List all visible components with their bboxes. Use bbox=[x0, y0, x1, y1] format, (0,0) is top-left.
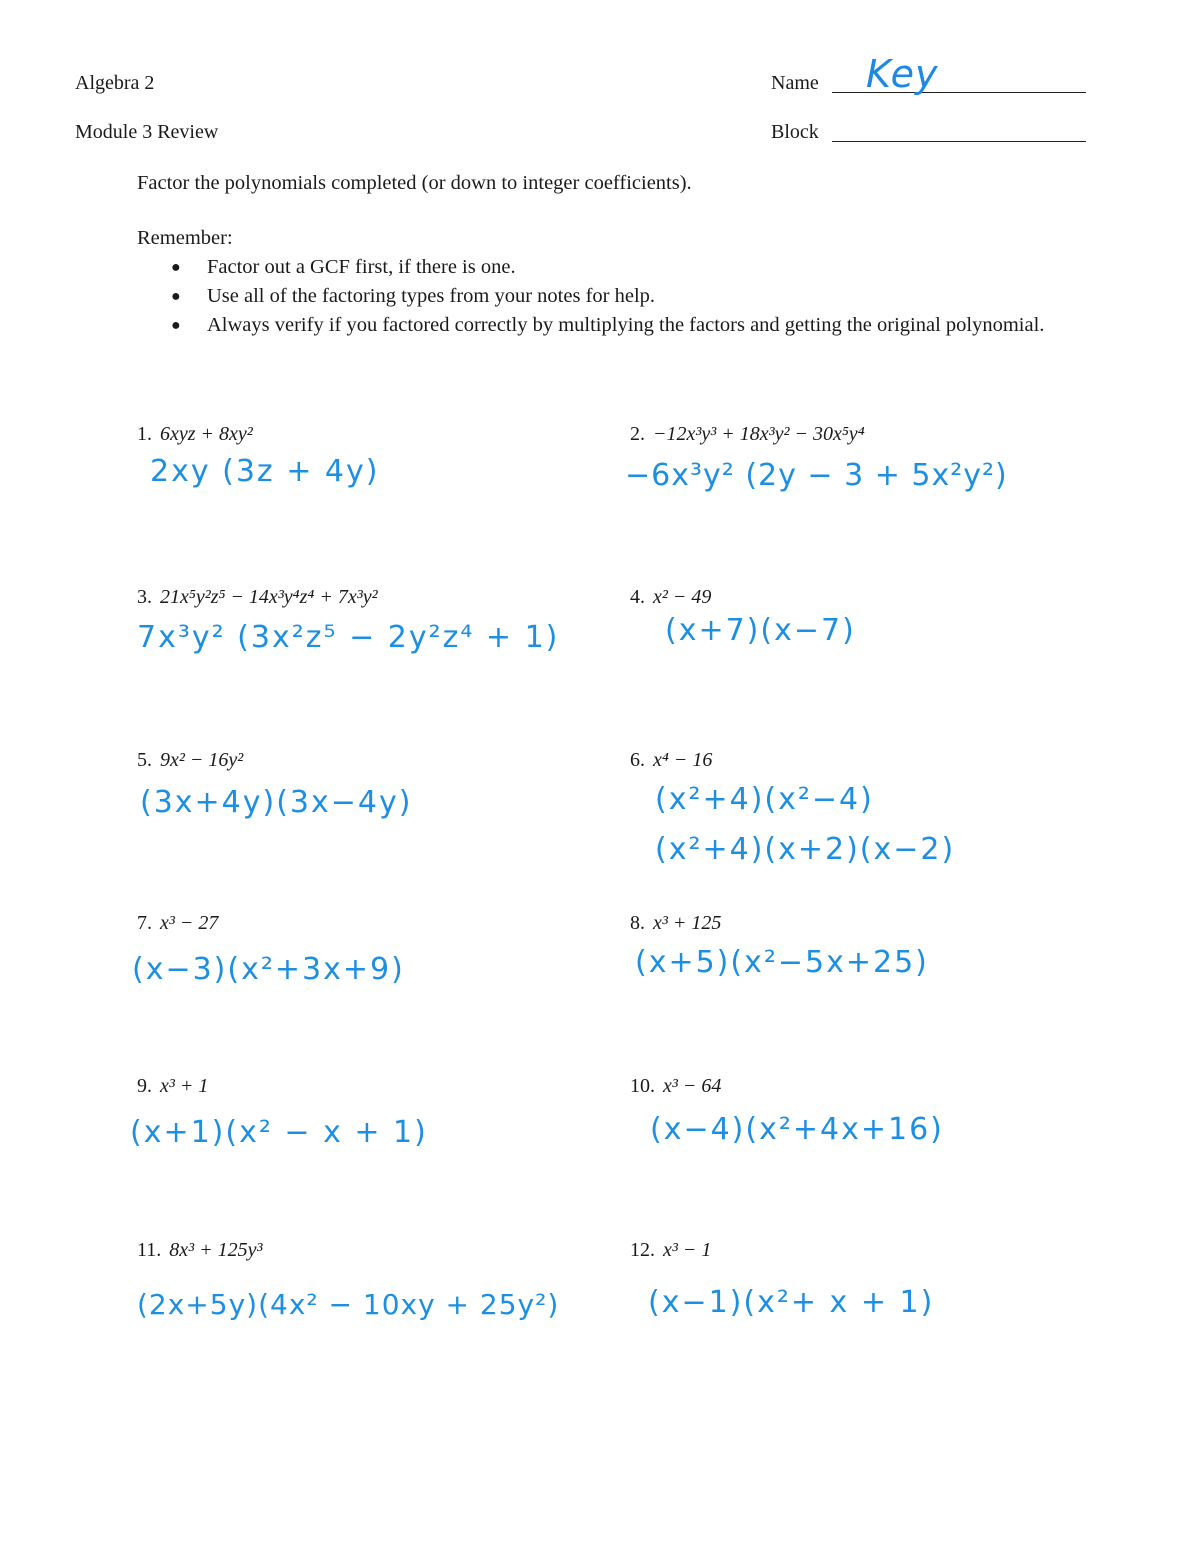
problem-10: 10. x³ − 64 bbox=[630, 1075, 722, 1097]
problem-8: 8. x³ + 125 bbox=[630, 912, 722, 934]
instructions: Factor the polynomials completed (or down to integer coefficients). bbox=[137, 172, 692, 194]
answer-2: −6x³y² (2y − 3 + 5x²y²) bbox=[625, 458, 1008, 493]
answer-9: (x+1)(x² − x + 1) bbox=[130, 1115, 428, 1150]
problem-1: 1. 6xyz + 8xy² bbox=[137, 423, 253, 445]
bullet-icon: ● bbox=[171, 288, 181, 305]
answer-12: (x−1)(x²+ x + 1) bbox=[648, 1285, 935, 1320]
answer-11: (2x+5y)(4x² − 10xy + 25y²) bbox=[137, 1288, 560, 1321]
answer-6b: (x²+4)(x+2)(x−2) bbox=[655, 832, 956, 867]
answer-4: (x+7)(x−7) bbox=[665, 613, 856, 648]
block-label: Block bbox=[771, 121, 819, 143]
problem-2: 2. −12x³y³ + 18x³y² − 30x⁵y⁴ bbox=[630, 423, 865, 445]
answer-3: 7x³y² (3x²z⁵ − 2y²z⁴ + 1) bbox=[137, 620, 560, 655]
remember-item: ● Factor out a GCF first, if there is one. bbox=[165, 253, 1065, 282]
remember-item: ● Use all of the factoring types from your notes for help. bbox=[165, 282, 1065, 311]
problem-7: 7. x³ − 27 bbox=[137, 912, 219, 934]
bullet-icon: ● bbox=[171, 317, 181, 334]
course-title: Algebra 2 bbox=[75, 72, 155, 94]
answer-1: 2xy (3z + 4y) bbox=[150, 454, 380, 489]
problem-9: 9. x³ + 1 bbox=[137, 1075, 209, 1097]
remember-item: ● Always verify if you factored correctly by multiplying the factors and getting the original polynomial. bbox=[165, 311, 1065, 340]
answer-6a: (x²+4)(x²−4) bbox=[655, 782, 874, 817]
name-value: Key bbox=[866, 52, 939, 96]
problem-5: 5. 9x² − 16y² bbox=[137, 749, 244, 771]
remember-title: Remember: bbox=[137, 227, 233, 249]
answer-5: (3x+4y)(3x−4y) bbox=[140, 785, 413, 820]
problem-4: 4. x² − 49 bbox=[630, 586, 712, 608]
name-label: Name bbox=[771, 72, 819, 94]
module-title: Module 3 Review bbox=[75, 121, 219, 143]
problem-3: 3. 21x⁵y²z⁵ − 14x³y⁴z⁴ + 7x³y² bbox=[137, 586, 378, 608]
bullet-icon: ● bbox=[171, 259, 181, 276]
remember-list bbox=[165, 253, 1065, 340]
block-line bbox=[832, 141, 1086, 142]
problem-12: 12. x³ − 1 bbox=[630, 1239, 712, 1261]
answer-8: (x+5)(x²−5x+25) bbox=[635, 945, 929, 980]
answer-7: (x−3)(x²+3x+9) bbox=[132, 952, 405, 987]
problem-11: 11. 8x³ + 125y³ bbox=[137, 1239, 263, 1261]
problem-6: 6. x⁴ − 16 bbox=[630, 749, 713, 771]
answer-10: (x−4)(x²+4x+16) bbox=[650, 1112, 944, 1147]
